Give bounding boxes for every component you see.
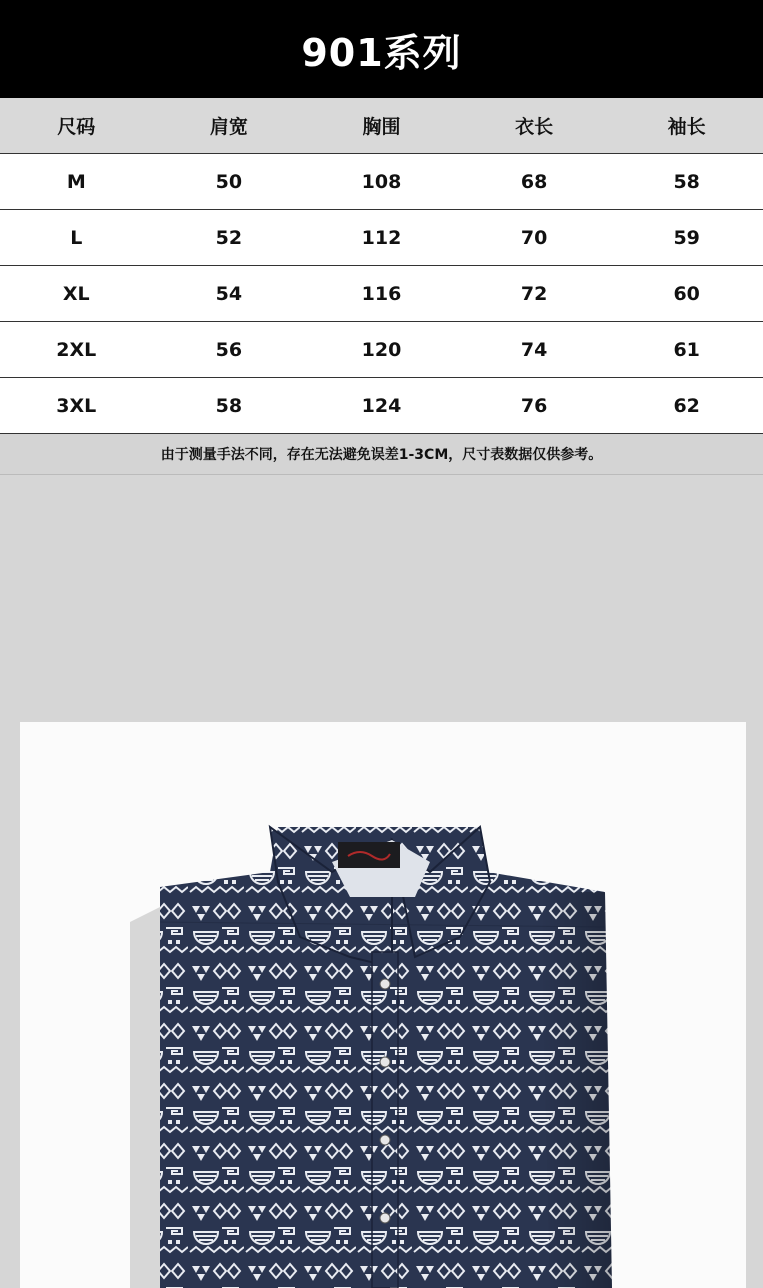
page-title: 901系列 (0, 0, 763, 98)
table-cell: 112 (305, 210, 458, 266)
table-cell: L (0, 210, 153, 266)
table-row (0, 322, 763, 378)
table-cell: 76 (458, 378, 611, 434)
table-cell: 68 (458, 154, 611, 210)
folded-shirt-illustration (20, 722, 746, 1288)
table-cell: 54 (153, 266, 306, 322)
table-cell: XL (0, 266, 153, 322)
table-row (0, 378, 763, 434)
header-shoulder: 肩宽 (153, 98, 306, 154)
table-row (0, 154, 763, 210)
table-cell: 70 (458, 210, 611, 266)
table-cell: 52 (153, 210, 306, 266)
table-header-row (0, 98, 763, 154)
table-cell: 74 (458, 322, 611, 378)
table-cell: 58 (610, 154, 763, 210)
header-chest: 胸围 (305, 98, 458, 154)
table-cell: 2XL (0, 322, 153, 378)
table-cell: 108 (305, 154, 458, 210)
table-cell: 50 (153, 154, 306, 210)
table-cell: 116 (305, 266, 458, 322)
header-length: 衣长 (458, 98, 611, 154)
table-cell: 3XL (0, 378, 153, 434)
header-sleeve: 袖长 (610, 98, 763, 154)
table-cell: 124 (305, 378, 458, 434)
table-cell: 60 (610, 266, 763, 322)
header-size: 尺码 (0, 98, 153, 154)
table-row (0, 210, 763, 266)
table-cell: M (0, 154, 153, 210)
size-chart-table (0, 98, 763, 434)
table-cell: 120 (305, 322, 458, 378)
table-cell: 59 (610, 210, 763, 266)
product-photo (20, 722, 746, 1288)
measurement-note: 由于测量手法不同，存在无法避免误差1-3CM，尺寸表数据仅供参考。 (0, 434, 763, 475)
table-cell: 62 (610, 378, 763, 434)
table-cell: 61 (610, 322, 763, 378)
table-cell: 58 (153, 378, 306, 434)
table-cell: 72 (458, 266, 611, 322)
table-cell: 56 (153, 322, 306, 378)
table-row (0, 266, 763, 322)
